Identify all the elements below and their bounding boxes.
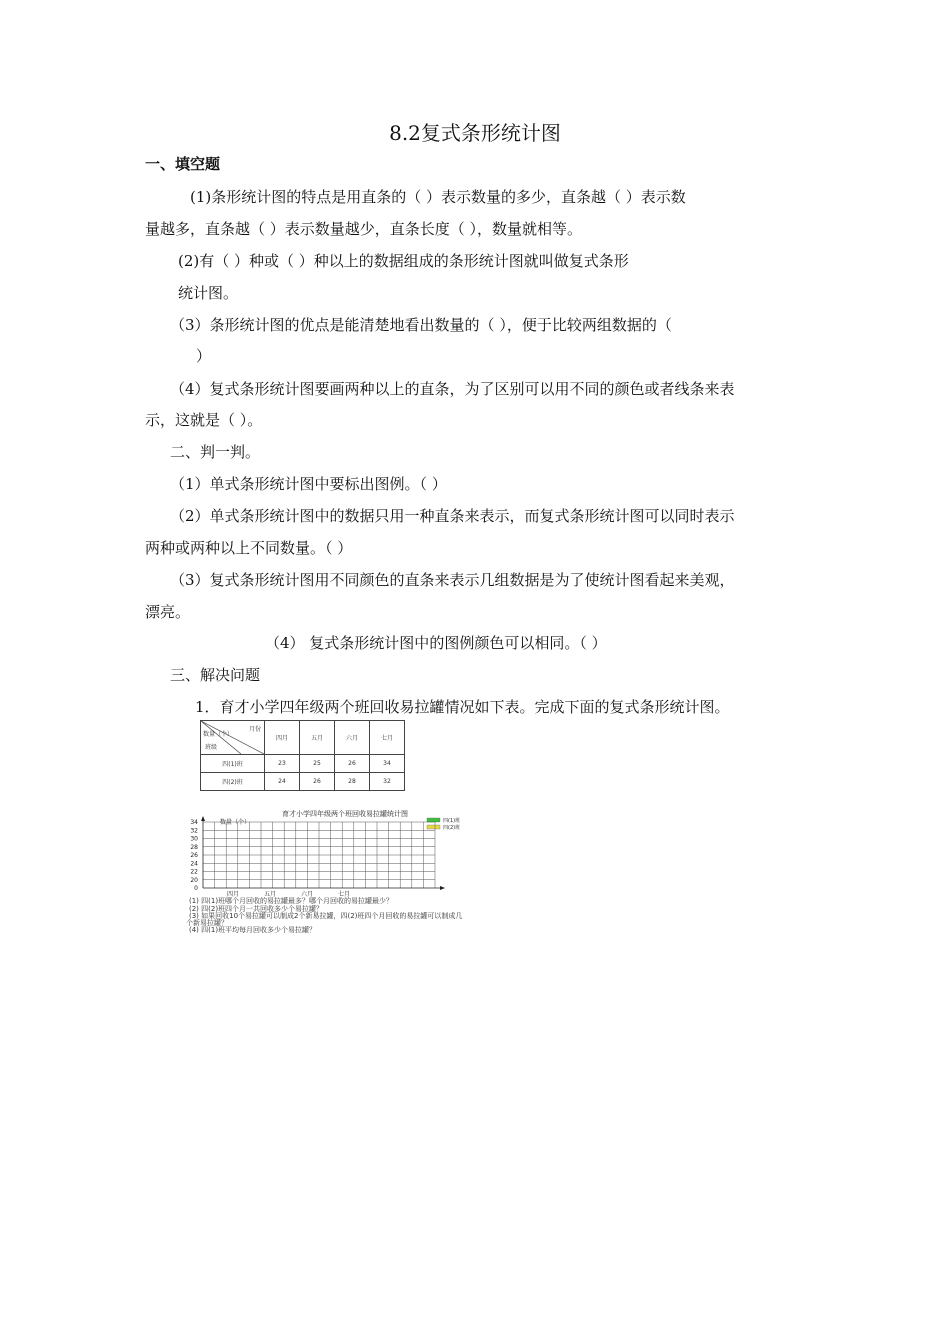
question-4: (4) 四(1)班平均每月回收多少个易拉罐？: [189, 926, 317, 934]
x-category-label: 四月: [226, 891, 240, 898]
q3-line2: ）: [196, 347, 212, 365]
y-tick-label: 22: [190, 868, 198, 876]
section3-heading: 三、解决问题: [170, 666, 261, 684]
q4-line1: （4）复式条形统计图要画两种以上的直条，为了区别可以用不同的颜色或者线条来表: [170, 380, 735, 398]
y-tick-label: 32: [190, 827, 198, 835]
table-cell: 26: [300, 773, 335, 791]
y-tick-label: 28: [190, 843, 198, 851]
table-cell: 28: [335, 773, 370, 791]
corner-mid-label: 数量（个）: [203, 731, 234, 738]
page-title: 8.2复式条形统计图: [389, 121, 561, 145]
x-axis-arrow-icon: [440, 886, 445, 890]
legend-label: 四(2)班: [443, 825, 461, 831]
y-tick-label: 26: [190, 852, 198, 859]
y-axis-arrow-icon: [201, 816, 205, 821]
q3-line1: （3）条形统计图的优点是能清楚地看出数量的（ ），便于比较两组数据的（: [170, 316, 672, 334]
table-cell: 34: [370, 755, 405, 773]
q2-line2: 统计图。: [178, 284, 239, 302]
table-row: [201, 773, 405, 791]
y-tick-label: 0: [194, 885, 198, 892]
x-category-label: 七月: [337, 891, 351, 898]
y-tick-label: 24: [190, 860, 198, 868]
y-tick-label: 30: [190, 835, 198, 843]
table-cell: 23: [265, 755, 300, 773]
section1-heading: 一、填空题: [145, 155, 221, 173]
y-ticks: [190, 819, 198, 892]
q1-line1: (1)条形统计图的特点是用直条的（ ）表示数量的多少，直条越（ ）表示数: [190, 188, 686, 206]
chart-grid: [203, 822, 435, 888]
table-cell: 32: [370, 773, 405, 791]
data-table: [200, 720, 405, 791]
blank-bar-chart: [185, 808, 595, 898]
judge-3-line2: 漂亮。: [145, 603, 191, 621]
judge-3-line1: （3）复式条形统计图用不同颜色的直条来表示几组数据是为了使统计图看起来美观，: [170, 571, 735, 589]
problem-1: 1．育才小学四年级两个班回收易拉罐情况如下表。完成下面的复式条形统计图。: [195, 698, 730, 716]
table-row: [201, 755, 405, 773]
table-header-cell: 七月: [370, 721, 405, 755]
q4-line2: 示，这就是（ ）。: [145, 411, 263, 429]
question-3: (3) 如果回收10个易拉罐可以制成2个新易拉罐，四(2)班四个月回收的易拉罐可以制成几: [189, 912, 463, 920]
x-category-label: 六月: [300, 891, 314, 898]
chart-legend: [427, 817, 460, 831]
q2-line1: (2)有（ ）种或（ ）种以上的数据组成的条形统计图就叫做复式条形: [178, 252, 629, 270]
table-cell: 25: [300, 755, 335, 773]
question-1: (1) 四(1)班哪个月回收的易拉罐最多？哪个月回收的易拉罐最少？: [189, 897, 394, 905]
judge-2-line2: 两种或两种以上不同数量。（ ）: [145, 539, 353, 557]
corner-bottom-label: 班级: [205, 744, 218, 751]
question-3-cont: 个新易拉罐？: [186, 919, 228, 927]
judge-1: （1）单式条形统计图中要标出图例。（ ）: [170, 475, 447, 493]
table-header-cell: 六月: [335, 721, 370, 755]
x-category-label: 五月: [263, 891, 277, 898]
table-row-label: 四(1)班: [201, 755, 265, 773]
judge-2-line1: （2）单式条形统计图中的数据只用一种直条来表示，而复式条形统计图可以同时表示: [170, 507, 735, 525]
q1-line2: 量越多，直条越（ ）表示数量越少，直条长度（ ），数量就相等。: [145, 220, 583, 238]
table-corner-cell: [201, 721, 265, 755]
table-cell: 26: [335, 755, 370, 773]
question-2: (2) 四(2)班四个月一共回收多少个易拉罐？: [189, 905, 324, 913]
y-tick-label: 20: [190, 876, 198, 884]
table-header-cell: 四月: [265, 721, 300, 755]
chart-ylabel: 数量（个）: [220, 819, 251, 826]
legend-label: 四(1)班: [443, 818, 461, 824]
table-cell: 24: [265, 773, 300, 791]
table-header-cell: 五月: [300, 721, 335, 755]
legend-swatch: [427, 818, 440, 822]
corner-top-label: 月份: [248, 726, 261, 733]
table-row-label: 四(2)班: [201, 773, 265, 791]
legend-swatch: [427, 825, 440, 829]
judge-4: （4） 复式条形统计图中的图例颜色可以相同。（ ）: [265, 634, 607, 652]
section2-heading: 二、判一判。: [170, 443, 261, 461]
y-tick-label: 34: [190, 819, 198, 826]
chart-title: 育才小学四年级两个班回收易拉罐统计图: [282, 810, 408, 818]
